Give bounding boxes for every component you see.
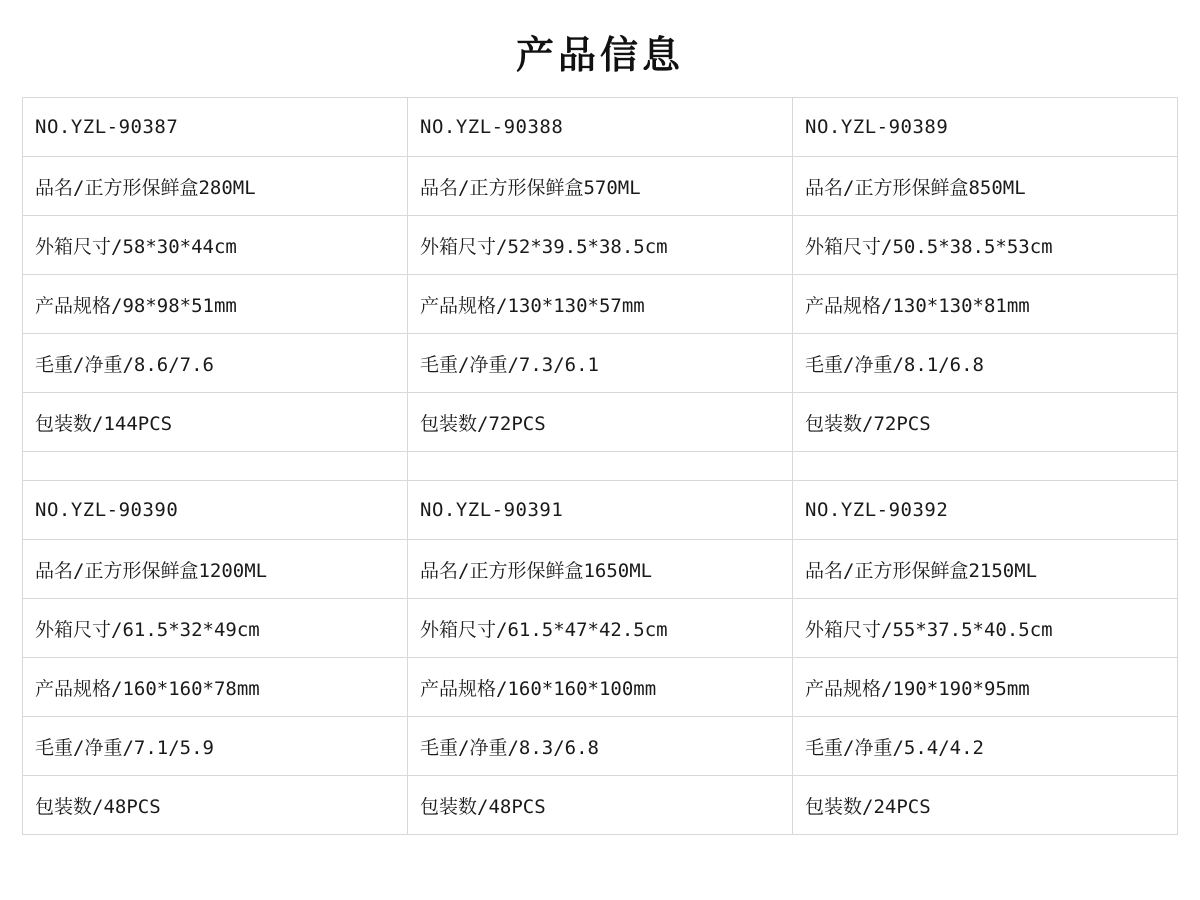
table-row-name	[23, 157, 1178, 216]
table-row-carton	[23, 216, 1178, 275]
product-name: 品名/正方形保鲜盒850ML	[793, 157, 1178, 216]
table-row-no	[23, 481, 1178, 540]
product-spec-table	[22, 97, 1178, 835]
carton-size: 外箱尺寸/52*39.5*38.5cm	[408, 216, 793, 275]
packing-quantity: 包装数/72PCS	[793, 393, 1178, 452]
table-spacer-row	[23, 452, 1178, 481]
product-spec: 产品规格/98*98*51mm	[23, 275, 408, 334]
carton-size: 外箱尺寸/61.5*32*49cm	[23, 599, 408, 658]
product-no: NO.YZL-90387	[23, 98, 408, 157]
gross-net-weight: 毛重/净重/5.4/4.2	[793, 717, 1178, 776]
gross-net-weight: 毛重/净重/8.3/6.8	[408, 717, 793, 776]
packing-quantity: 包装数/72PCS	[408, 393, 793, 452]
table-row-name	[23, 540, 1178, 599]
carton-size: 外箱尺寸/58*30*44cm	[23, 216, 408, 275]
gross-net-weight: 毛重/净重/8.1/6.8	[793, 334, 1178, 393]
product-name: 品名/正方形保鲜盒1650ML	[408, 540, 793, 599]
spacer-cell	[793, 452, 1178, 481]
carton-size: 外箱尺寸/61.5*47*42.5cm	[408, 599, 793, 658]
packing-quantity: 包装数/24PCS	[793, 776, 1178, 835]
page-title: 产品信息	[515, 33, 684, 77]
table-row-weight	[23, 334, 1178, 393]
product-no: NO.YZL-90392	[793, 481, 1178, 540]
product-spec: 产品规格/130*130*81mm	[793, 275, 1178, 334]
gross-net-weight: 毛重/净重/7.1/5.9	[23, 717, 408, 776]
product-name: 品名/正方形保鲜盒2150ML	[793, 540, 1178, 599]
carton-size: 外箱尺寸/55*37.5*40.5cm	[793, 599, 1178, 658]
product-spec: 产品规格/160*160*100mm	[408, 658, 793, 717]
spacer-cell	[408, 452, 793, 481]
product-name: 品名/正方形保鲜盒1200ML	[23, 540, 408, 599]
product-no: NO.YZL-90391	[408, 481, 793, 540]
product-no: NO.YZL-90390	[23, 481, 408, 540]
product-no: NO.YZL-90388	[408, 98, 793, 157]
product-name: 品名/正方形保鲜盒280ML	[23, 157, 408, 216]
table-row-carton	[23, 599, 1178, 658]
gross-net-weight: 毛重/净重/8.6/7.6	[23, 334, 408, 393]
product-name: 品名/正方形保鲜盒570ML	[408, 157, 793, 216]
table-row-spec	[23, 275, 1178, 334]
packing-quantity: 包装数/144PCS	[23, 393, 408, 452]
table-row-no	[23, 98, 1178, 157]
spacer-cell	[23, 452, 408, 481]
table-row-spec	[23, 658, 1178, 717]
product-no: NO.YZL-90389	[793, 98, 1178, 157]
table-row-packing	[23, 393, 1178, 452]
product-spec: 产品规格/160*160*78mm	[23, 658, 408, 717]
product-spec: 产品规格/190*190*95mm	[793, 658, 1178, 717]
product-spec: 产品规格/130*130*57mm	[408, 275, 793, 334]
carton-size: 外箱尺寸/50.5*38.5*53cm	[793, 216, 1178, 275]
table-row-weight	[23, 717, 1178, 776]
table-row-packing	[23, 776, 1178, 835]
packing-quantity: 包装数/48PCS	[408, 776, 793, 835]
packing-quantity: 包装数/48PCS	[23, 776, 408, 835]
gross-net-weight: 毛重/净重/7.3/6.1	[408, 334, 793, 393]
